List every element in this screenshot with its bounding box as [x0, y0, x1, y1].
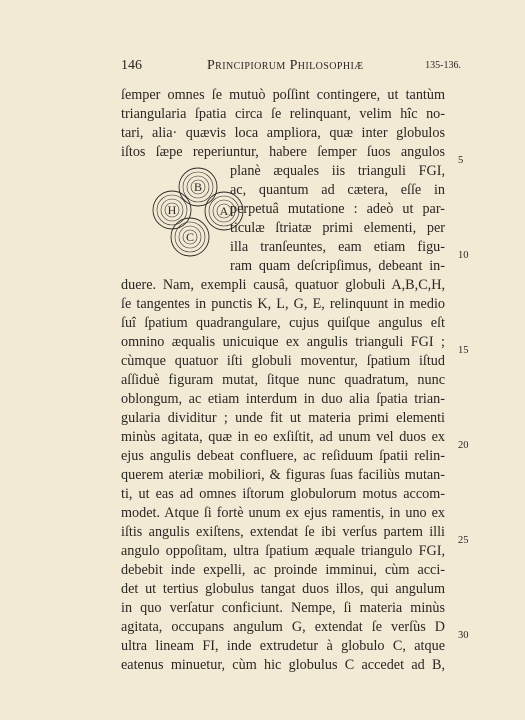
label-a: A [219, 204, 229, 218]
text-line: tari, alia· quævis loca ampliora, quæ inter globulos [121, 125, 445, 141]
text-line: eatenus minuetur, cùm hic globulus C accedet ad B, [121, 657, 445, 673]
text-line: triangularia ſpatia circa ſe relinquant, velim hîc no- [121, 106, 445, 122]
text-line: ejus angulis debeat confluere, ac reſiduum ſpatii relin- [121, 448, 445, 464]
text-line: debebit inde expelli, ac proinde imminui, cùm acci- [121, 562, 445, 578]
article-range: 135-136. [425, 60, 461, 71]
text-line: omnino æqualis unicuique ex angulis trianguli FGI ; [121, 334, 445, 350]
text-line: ac, quantum ad cætera, eſſe in [230, 182, 445, 198]
text-line: in quo verſatur conficiunt. Nempe, ſi materia minùs [121, 600, 445, 616]
text-line: perpetuâ mutatione : adeò ut par- [230, 201, 445, 217]
text-line: ultra lineam FI, inde extrudetur à globulo C, atque [121, 638, 445, 654]
label-b: B [193, 180, 203, 194]
text-line: ſuî ſpatium quadrangulare, cujus quiſque angulus eſt [121, 315, 445, 331]
text-line: gularia dividitur ; unde fit ut materia primi elementi [121, 410, 445, 426]
text-line: modet. Atque ſi fortè unum ex ejus ramentis, in uno ex [121, 505, 445, 521]
line-number: 15 [458, 345, 469, 356]
text-line: ti, ut eas ad omnes iſtorum globulorum motus accom- [121, 486, 445, 502]
text-line: ticulæ ſtriatæ primi elementi, per [230, 220, 445, 236]
label-c: C [185, 230, 195, 244]
globules-figure [146, 163, 246, 263]
running-header [121, 58, 461, 78]
page-number: 146 [121, 58, 142, 73]
text-line: planè æquales iis trianguli FGI, [230, 163, 445, 179]
text-line: oblongum, ac etiam interdum in duo alia ſpatia trian- [121, 391, 445, 407]
label-h: H [167, 203, 177, 217]
text-line: iſtis angulis exiſtens, extendat ſe ibi verſus partem illi [121, 524, 445, 540]
text-line: cùmque quatuor iſti globuli moventur, ſpatium iſtud [121, 353, 445, 369]
text-line: ſe tangentes in punctis K, L, G, E, relinquunt in medio [121, 296, 445, 312]
running-title: Principiorum Philosophiæ [207, 58, 364, 73]
line-number: 25 [458, 535, 469, 546]
text-line: angulo oppoſitam, ultra ſpatium æquale triangulo FGI, [121, 543, 445, 559]
text-line: ram quam deſcripſimus, debeant in- [230, 258, 445, 274]
text-line: det ut tertius globulus tangat duos illos, qui angulum [121, 581, 445, 597]
text-line: iſtos ſæpe reperiuntur, habere ſemper ſuos angulos [121, 144, 445, 160]
text-line: illa tranſeuntes, eam etiam figu- [230, 239, 445, 255]
text-line: minùs agitata, quæ in eo exſiſtit, ad unum vel duos ex [121, 429, 445, 445]
text-line: ſemper omnes ſe mutuò poſſint contingere, ut tantùm [121, 87, 445, 103]
text-line: aſſiduè figuram mutat, ſitque nunc quadratum, nunc [121, 372, 445, 388]
line-number: 10 [458, 250, 469, 261]
text-line: duere. Nam, exempli causâ, quatuor globuli A,B,C,H, [121, 277, 445, 293]
line-number: 5 [458, 155, 464, 166]
text-line: querem ateriæ mobiliori, & figuras ſuas faciliùs mutan- [121, 467, 445, 483]
four-circles-diagram-icon [146, 163, 246, 263]
text-line: agitata, occupans angulum G, extendat ſe verſùs D [121, 619, 445, 635]
line-number: 30 [458, 630, 469, 641]
line-number: 20 [458, 440, 469, 451]
